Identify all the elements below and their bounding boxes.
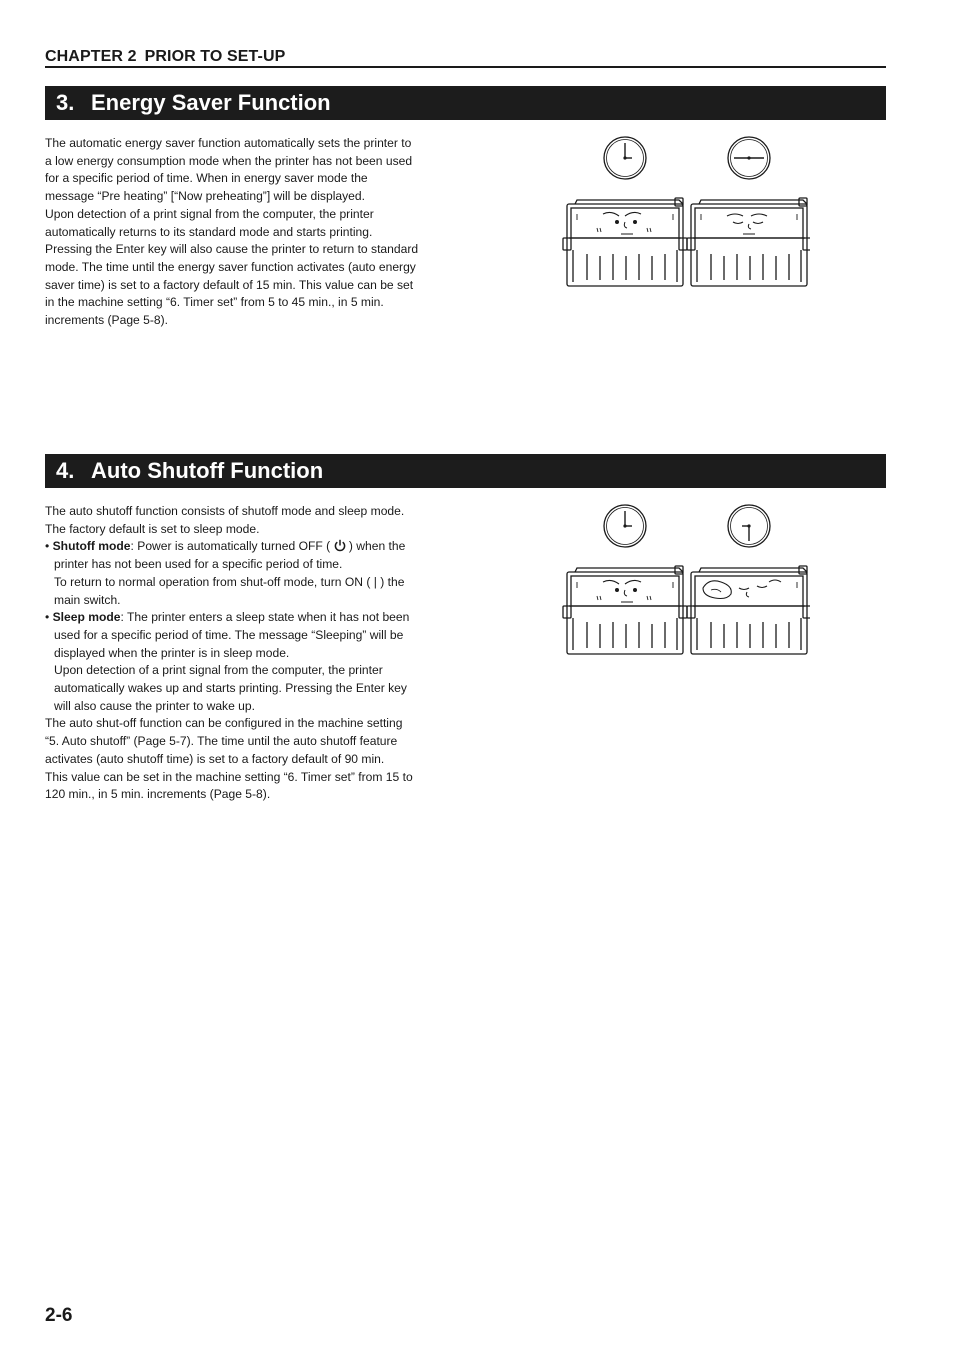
text-line: The auto shutoff function consists of shutoff mode and sleep mode.	[45, 504, 405, 518]
text-line: To return to normal operation from shut-off mode, turn ON ( | ) the	[54, 574, 405, 589]
text-line: 120 min., in 5 min. increments (Page 5-8).	[45, 787, 271, 802]
text-line: increments (Page 5-8).	[45, 313, 169, 328]
text-line: message “Pre heating” [“Now preheating”] will be displayed.	[45, 189, 365, 204]
printer-sleeping-icon	[687, 566, 810, 654]
bullet: •	[45, 610, 53, 625]
power-icon	[334, 539, 346, 552]
section-number: 3.	[56, 90, 75, 115]
text-fragment: ) when the	[345, 539, 406, 554]
text-line: Pressing the Enter key will also cause the printer to return to standard	[45, 242, 419, 257]
clock-icon	[604, 505, 646, 547]
sleep-mode-label: Sleep mode	[52, 610, 121, 625]
text-line: used for a specific period of time. The message “Sleeping” will be	[54, 627, 404, 642]
text-line: “5. Auto shutoff” (Page 5-7). The time until the auto shutoff feature	[45, 734, 398, 749]
text-line: mode. The time until the energy saver function activates (auto energy	[45, 259, 416, 274]
text-line: automatically returns to its standard mode and starts printing.	[45, 224, 373, 239]
text-fragment: : The printer enters a sleep state when it has not been	[120, 610, 410, 625]
text-line: automatically wakes up and starts printing. Pressing the Enter key	[54, 681, 407, 696]
text-line: will also cause the printer to wake up.	[54, 698, 255, 713]
text-line: The automatic energy saver function automatically sets the printer to	[45, 136, 412, 150]
text-line: Upon detection of a print signal from the computer, the printer	[45, 206, 374, 221]
text-fragment: : Power is automatically turned OFF (	[130, 539, 334, 554]
section-number: 4.	[56, 458, 75, 483]
section-heading-energy-saver	[45, 86, 886, 120]
printer-sleepy-icon	[687, 198, 810, 286]
text-line: The auto shut-off function can be configured in the machine setting	[45, 716, 403, 731]
auto-shutoff-description	[45, 503, 455, 804]
shutoff-mode-label: Shutoff mode	[52, 539, 131, 554]
printer-awake-icon	[563, 566, 687, 654]
chapter-label: CHAPTER 2	[45, 48, 137, 65]
energy-saver-description	[45, 135, 455, 330]
text-line: a low energy consumption mode when the printer has not been used	[45, 153, 413, 168]
text-line: activates (auto shutoff time) is set to a factory default of 90 min.	[45, 751, 385, 766]
text-line: Upon detection of a print signal from the computer, the printer	[54, 663, 383, 678]
sleep-mode-item	[45, 609, 455, 627]
clock-icon	[728, 505, 770, 547]
energy-saver-illustration	[560, 132, 810, 292]
bullet: •	[45, 539, 53, 554]
auto-shutoff-illustration	[560, 500, 810, 660]
text-line: displayed when the printer is in sleep mode.	[54, 645, 290, 660]
page-number: 2-6	[45, 1305, 73, 1326]
text-line: The factory default is set to sleep mode.	[45, 521, 260, 536]
chapter-title: PRIOR TO SET-UP	[144, 48, 286, 65]
text-line: in the machine setting “6. Timer set” from 5 to 45 min., in 5 min.	[45, 295, 384, 310]
section-title: Energy Saver Function	[91, 90, 331, 115]
text-line: saver time) is set to a factory default of 15 min. This value can be set	[45, 277, 414, 292]
printer-awake-icon	[563, 198, 687, 286]
text-line: printer has not been used for a specific period of time.	[54, 557, 343, 572]
chapter-header	[45, 47, 886, 68]
text-line: for a specific period of time. When in energy saver mode the	[45, 171, 368, 186]
section-heading-auto-shutoff	[45, 454, 886, 488]
clock-icon	[604, 137, 646, 179]
shutoff-mode-item	[45, 538, 455, 556]
text-line: main switch.	[54, 592, 121, 607]
text-line: This value can be set in the machine setting “6. Timer set” from 15 to	[45, 769, 413, 784]
section-title: Auto Shutoff Function	[91, 458, 324, 483]
clock-icon	[728, 137, 770, 179]
